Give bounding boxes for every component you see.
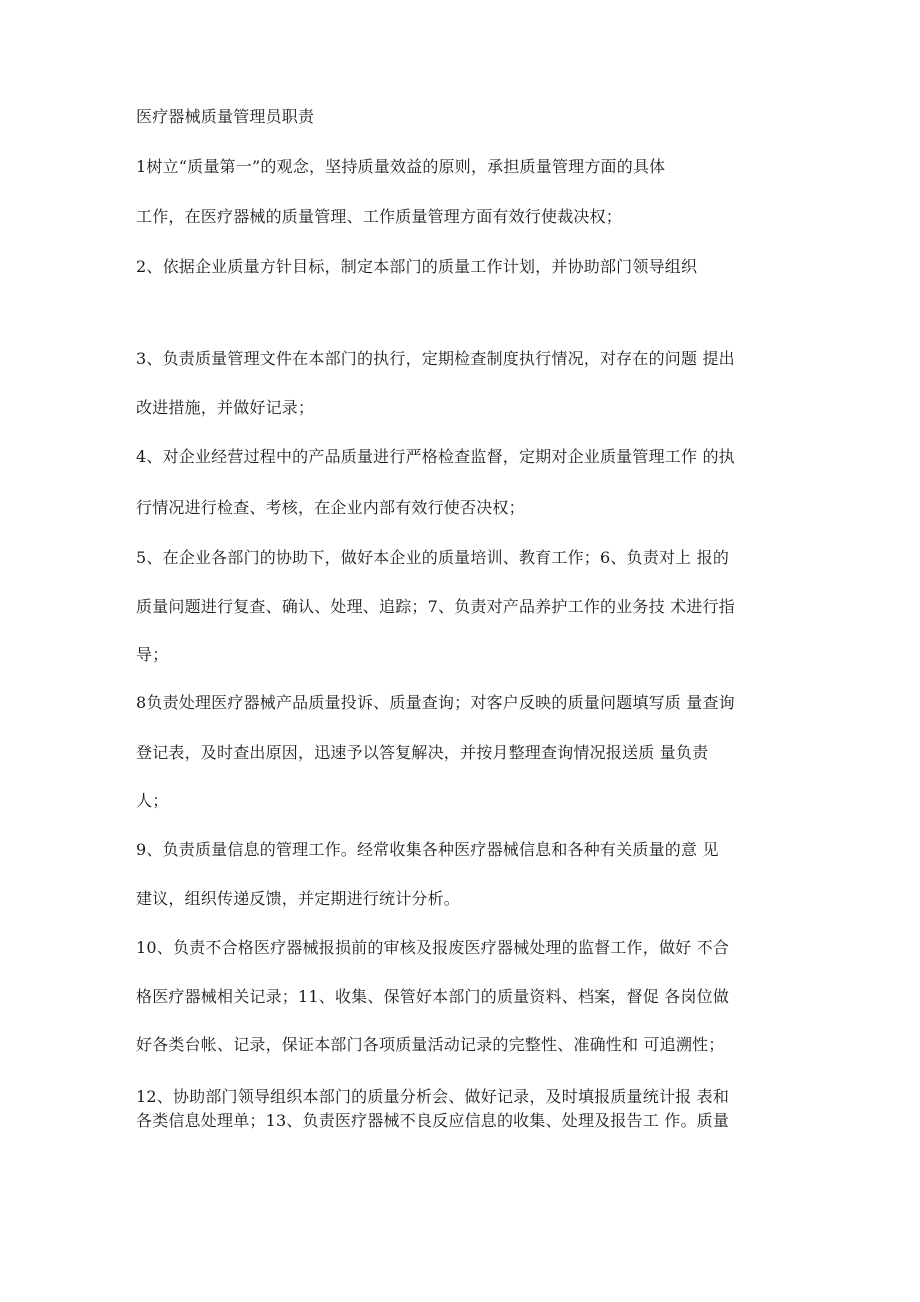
text-line: 建议，组织传递反馈，并定期进行统计分析。 [136,889,461,908]
text-line: 行情况进行检查、考核，在企业内部有效行使否决权； [136,498,525,517]
text-line: 9、负责质量信息的管理工作。经常收集各种医疗器械信息和各种有关质量的意 见 [136,840,719,859]
text-line: 4、对企业经营过程中的产品质量进行严格检查监督，定期对企业质量管理工作 的执 [136,447,735,466]
text-line: 1树立“质量第一”的观念，坚持质量效益的原则，承担质量管理方面的具体 [136,157,666,176]
text-line: 改进措施，并做好记录； [136,398,315,417]
text-line: 8负责处理医疗器械产品质量投诉、质量查询；对客户反映的质量问题填写质 量查询 [136,693,735,712]
text-line: 10、负责不合格医疗器械报损前的审核及报废医疗器械处理的监督工作，做好 不合 [136,938,730,957]
document-title: 医疗器械质量管理员职责 [136,107,315,126]
text-line: 好各类台帐、记录，保证本部门各项质量活动记录的完整性、准确性和 可追溯性； [136,1035,725,1054]
text-line: 5、在企业各部门的协助下，做好本企业的质量培训、教育工作；6、负责对上 报的 [136,548,730,567]
text-line: 登记表，及时查出原因，迅速予以答复解决，并按月整理查询情况报送质 量负责 [136,743,709,762]
text-line: 质量问题进行复查、确认、处理、追踪；7、负责对产品养护工作的业务技 术进行指 [136,597,735,616]
text-line: 2、依据企业质量方针目标，制定本部门的质量工作计划，并协助部门领导组织 [136,257,698,276]
text-line: 工作，在医疗器械的质量管理、工作质量管理方面有效行使裁决权； [136,207,623,226]
text-line: 各类信息处理单；13、负责医疗器械不良反应信息的收集、处理及报告工 作。质量 [136,1111,730,1130]
text-line: 导； [136,645,169,664]
text-line: 3、负责质量管理文件在本部门的执行，定期检查制度执行情况，对存在的问题 提出 [136,349,735,368]
text-line: 人； [136,791,169,810]
text-line: 格医疗器械相关记录；11、收集、保管好本部门的质量资料、档案，督促 各岗位做 [136,987,730,1006]
text-line: 12、协助部门领导组织本部门的质量分析会、做好记录，及时填报质量统计报 表和 [136,1087,730,1106]
